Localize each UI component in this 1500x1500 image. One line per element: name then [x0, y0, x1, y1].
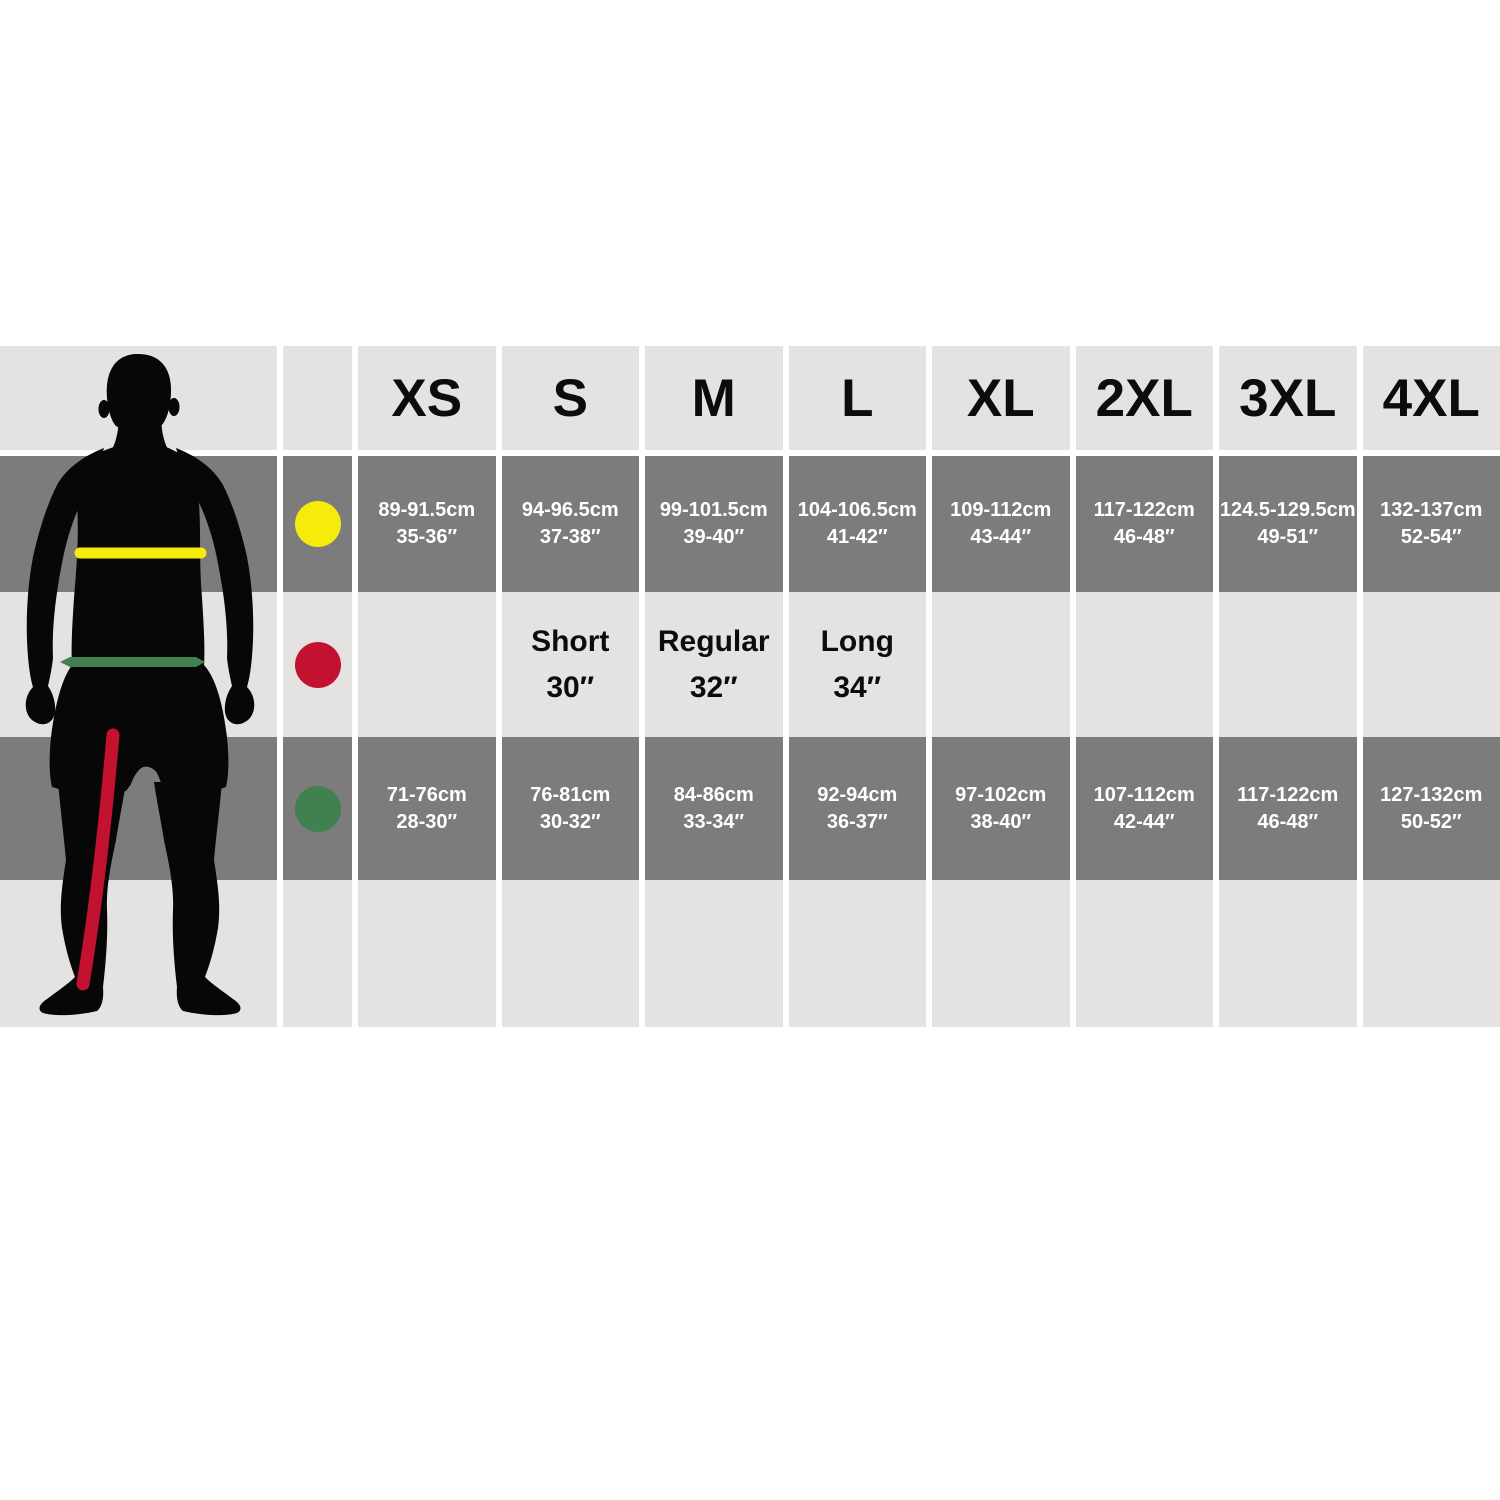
leg-value-l: [789, 592, 927, 737]
leg-value-3xl: [1219, 592, 1357, 737]
chest-in: 52-54″: [1400, 526, 1462, 548]
leg-value-m: [645, 592, 783, 737]
size-header-m: M: [645, 346, 783, 450]
silhouette-cell-header: [0, 346, 277, 450]
waist-cm: 84-86cm: [673, 783, 754, 806]
footer-cell: [1363, 880, 1500, 1027]
chest-cm: 99-101.5cm: [659, 499, 768, 521]
waist-cm: 97-102cm: [955, 783, 1047, 806]
waist-value-2xl: [1076, 737, 1214, 880]
size-header-4xl: 4XL: [1363, 346, 1500, 450]
waist-value-l: [789, 737, 927, 880]
chest-in: 43-44″: [970, 526, 1032, 548]
waist-cm: 71-76cm: [386, 783, 467, 806]
footer-cell: [1219, 880, 1357, 1027]
chest-value-4xl: [1363, 456, 1500, 592]
yellow-dot-icon: [295, 501, 341, 547]
chest-value-xs: [358, 456, 496, 592]
silhouette-cell-feet: [0, 880, 277, 1027]
waist-in: 42-44″: [1113, 810, 1175, 833]
leg-label: Long: [820, 624, 894, 658]
leg-in: 30″: [546, 670, 595, 704]
waist-in: 36-37″: [826, 810, 888, 833]
chest-value-2xl: [1076, 456, 1214, 592]
chest-cm: 89-91.5cm: [378, 499, 476, 521]
footer-cell: [1076, 880, 1214, 1027]
waist-in: 28-30″: [396, 810, 458, 833]
waist-cm: 107-112cm: [1093, 783, 1195, 806]
waist-cm: 76-81cm: [530, 783, 611, 806]
size-header-s: S: [502, 346, 640, 450]
chest-cm: 124.5-129.5cm: [1219, 499, 1356, 521]
green-dot-icon: [295, 786, 341, 832]
leg-value-xl: [932, 592, 1070, 737]
waist-value-xs: [358, 737, 496, 880]
chest-value-s: [502, 456, 640, 592]
waist-in: 50-52″: [1400, 810, 1462, 833]
footer-cell: [283, 880, 352, 1027]
silhouette-cell-leg: [0, 592, 277, 737]
waist-cm: 117-122cm: [1237, 783, 1339, 806]
leg-value-2xl: [1076, 592, 1214, 737]
leg-in: 32″: [689, 670, 738, 704]
leg-legend-cell: [283, 592, 352, 737]
footer-cell: [932, 880, 1070, 1027]
waist-in: 30-32″: [539, 810, 601, 833]
waist-value-m: [645, 737, 783, 880]
size-header-xs: XS: [358, 346, 496, 450]
waist-value-s: [502, 737, 640, 880]
size-header-2xl: 2XL: [1076, 346, 1214, 450]
waist-value-xl: [932, 737, 1070, 880]
chest-in: 37-38″: [539, 526, 601, 548]
leg-value-xs: [358, 592, 496, 737]
footer-cell: [502, 880, 640, 1027]
legend-cell-header: [283, 346, 352, 450]
leg-label: Short: [531, 624, 610, 658]
chest-in: 41-42″: [826, 526, 888, 548]
size-header-l: L: [789, 346, 927, 450]
chest-in: 49-51″: [1257, 526, 1319, 548]
chest-in: 39-40″: [683, 526, 745, 548]
chest-value-xl: [932, 456, 1070, 592]
size-header-3xl: 3XL: [1219, 346, 1357, 450]
footer-cell: [789, 880, 927, 1027]
waist-legend-cell: [283, 737, 352, 880]
chest-cm: 104-106.5cm: [797, 499, 917, 521]
chest-value-3xl: [1219, 456, 1357, 592]
chest-in: 46-48″: [1113, 526, 1175, 548]
red-dot-icon: [295, 642, 341, 688]
chest-value-m: [645, 456, 783, 592]
leg-value-4xl: [1363, 592, 1500, 737]
waist-in: 38-40″: [970, 810, 1032, 833]
size-chart-table: [0, 346, 1500, 1027]
chest-legend-cell: [283, 456, 352, 592]
silhouette-cell-chest: [0, 456, 277, 592]
leg-label: Regular: [657, 624, 770, 658]
chest-value-l: [789, 456, 927, 592]
waist-value-4xl: [1363, 737, 1500, 880]
waist-cm: 92-94cm: [817, 783, 898, 806]
size-header-xl: XL: [932, 346, 1070, 450]
chest-cm: 109-112cm: [950, 499, 1052, 521]
waist-in: 33-34″: [683, 810, 745, 833]
leg-value-s: [502, 592, 640, 737]
footer-cell: [358, 880, 496, 1027]
silhouette-cell-waist: [0, 737, 277, 880]
chest-cm: 117-122cm: [1093, 499, 1195, 521]
waist-value-3xl: [1219, 737, 1357, 880]
chest-in: 35-36″: [396, 526, 458, 548]
chest-cm: 132-137cm: [1380, 499, 1483, 521]
leg-in: 34″: [833, 670, 882, 704]
chest-cm: 94-96.5cm: [521, 499, 619, 521]
waist-cm: 127-132cm: [1380, 783, 1483, 806]
waist-in: 46-48″: [1257, 810, 1319, 833]
footer-cell: [645, 880, 783, 1027]
